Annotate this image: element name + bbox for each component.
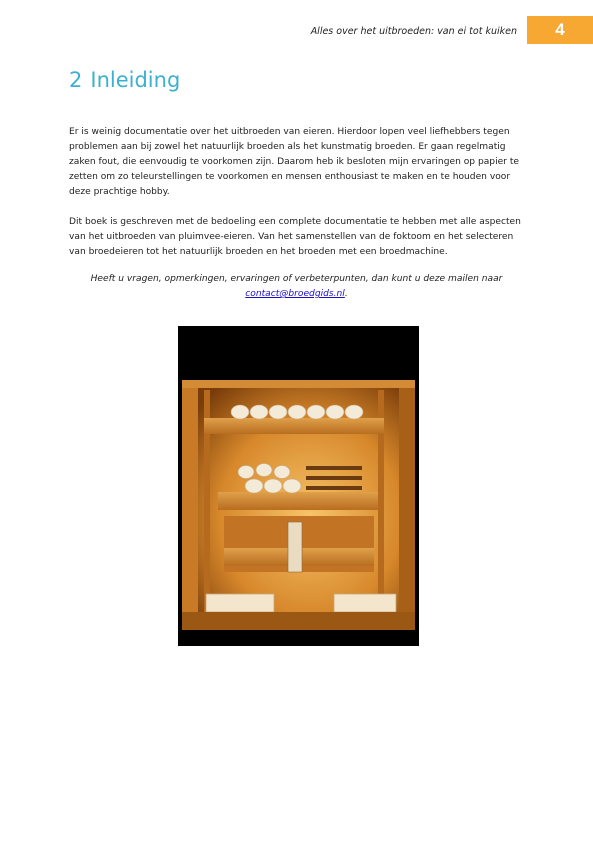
incubator-illustration bbox=[178, 326, 419, 646]
contact-note bbox=[69, 272, 524, 302]
running-header: Alles over het uitbroeden: van ei tot kuiken bbox=[310, 26, 517, 37]
chapter-title: Inleiding bbox=[90, 68, 181, 92]
intro-paragraph-1: Er is weinig documentatie over het uitbroeden van eieren. Hierdoor lopen veel liefhebbers tegen problemen aan bij zowel het natuurlijk broeden als het kunstmatig broeden. Er gaan regelmatig zaken fout, die eenvoudig te voorkomen zijn. Daarom heb ik besloten mijn ervaringen op papier te zetten om zo teleurstellingen te voorkomen en mensen enthousiast te maken en te houden voor deze prachtige hobby. bbox=[69, 127, 519, 197]
chapter-number: 2 bbox=[69, 68, 83, 92]
page-number: 4 bbox=[527, 16, 593, 44]
contact-suffix: . bbox=[344, 289, 348, 299]
incubator-photo bbox=[178, 326, 419, 646]
chapter-heading bbox=[69, 68, 180, 92]
contact-email-link[interactable]: contact@broedgids.nl bbox=[245, 289, 345, 299]
contact-text: Heeft u vragen, opmerkingen, ervaringen of verbeterpunten, dan kunt u deze mailen naar bbox=[90, 274, 503, 284]
intro-paragraph-2: Dit boek is geschreven met de bedoeling een complete documentatie te hebben met alle aspecten van het uitbroeden van pluimvee-eieren. Van het samenstellen van de foktoom en het selecteren van broedeieren tot het natuurlijk broeden en het broeden met een broedmachine. bbox=[69, 217, 521, 257]
